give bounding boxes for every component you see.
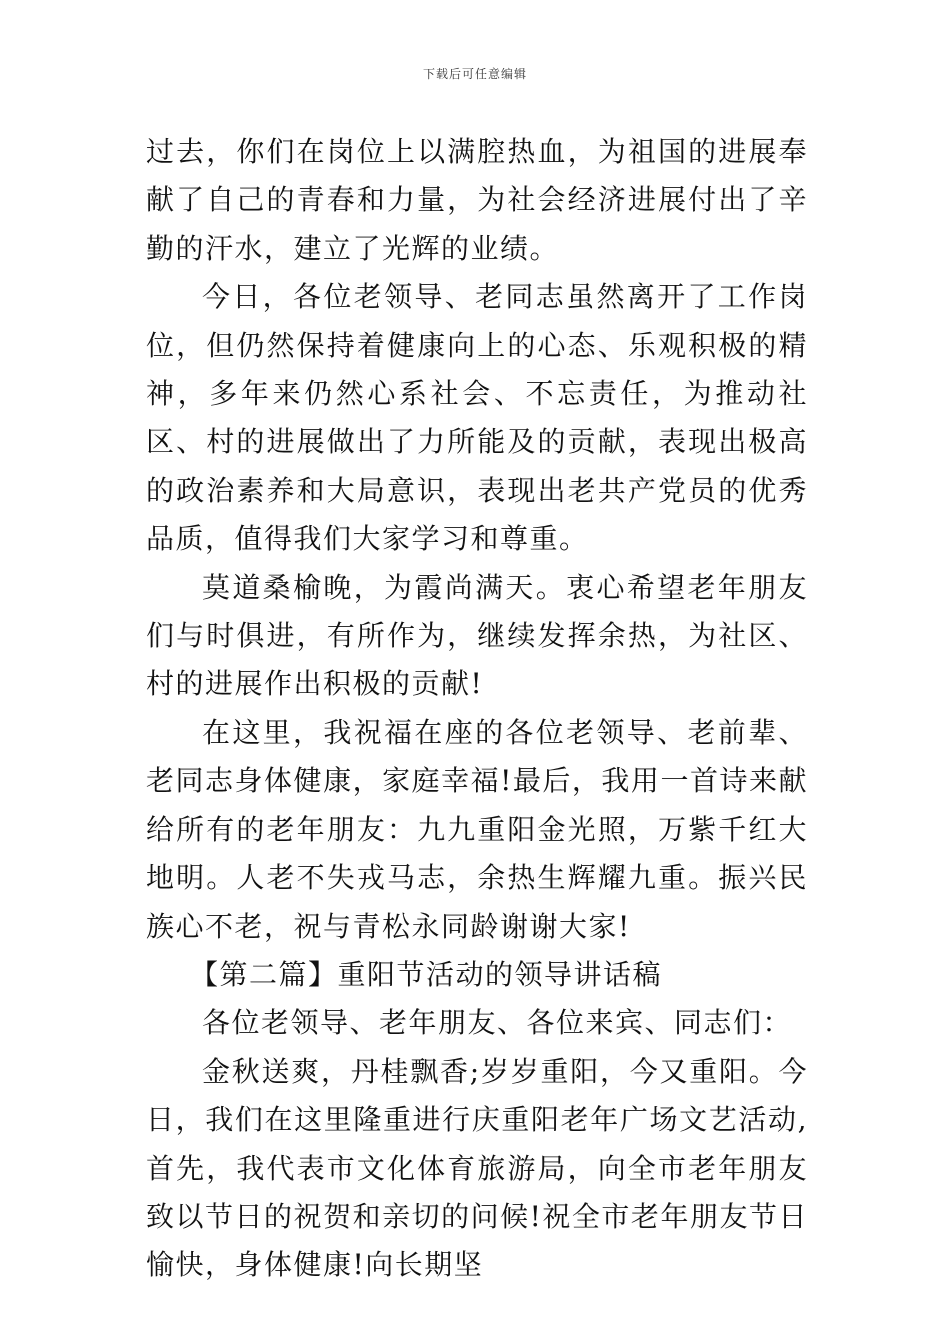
- paragraph-1: 过去，你们在岗位上以满腔热血，为祖国的进展奉献了自己的青春和力量，为社会经济进展付出了辛勤的汗水，建立了光辉的业绩。: [146, 135, 808, 265]
- paragraph-4: 在这里，我祝福在座的各位老领导、老前辈、老同志身体健康，家庭幸福!最后，我用一首诗来献给所有的老年朋友：九九重阳金光照，万紫千红大地明。人老不失戎马志，余热生辉耀九重。振兴民族心不老，祝与青松永同龄谢谢大家!: [146, 715, 808, 943]
- section-heading: 【第二篇】重阳节活动的领导讲话稿: [190, 957, 663, 991]
- paragraph-3: 莫道桑榆晚，为霞尚满天。衷心希望老年朋友们与时俱进，有所作为，继续发挥余热，为社区、村的进展作出积极的贡献!: [146, 570, 808, 701]
- paragraph-5: 金秋送爽，丹桂飘香;岁岁重阳，今又重阳。今日，我们在这里隆重进行庆重阳老年广场文艺活动,首先，我代表市文化体育旅游局，向全市老年朋友致以节日的祝贺和亲切的问候!祝全市老年朋友节日愉快，身体健康!向长期坚: [146, 1054, 808, 1282]
- document-body: [146, 128, 808, 1290]
- salutation: 各位老领导、老年朋友、各位来宾、同志们：: [202, 1006, 793, 1040]
- page-header: 下载后可任意编辑: [422, 67, 527, 81]
- paragraph-2: 今日，各位老领导、老同志虽然离开了工作岗位，但仍然保持着健康向上的心态、乐观积极的精神，多年来仍然心系社会、不忘责任，为推动社区、村的进展做出了力所能及的贡献，表现出极高的政治素养和大局意识，表现出老共产党员的优秀品质，值得我们大家学习和尊重。: [146, 280, 808, 556]
